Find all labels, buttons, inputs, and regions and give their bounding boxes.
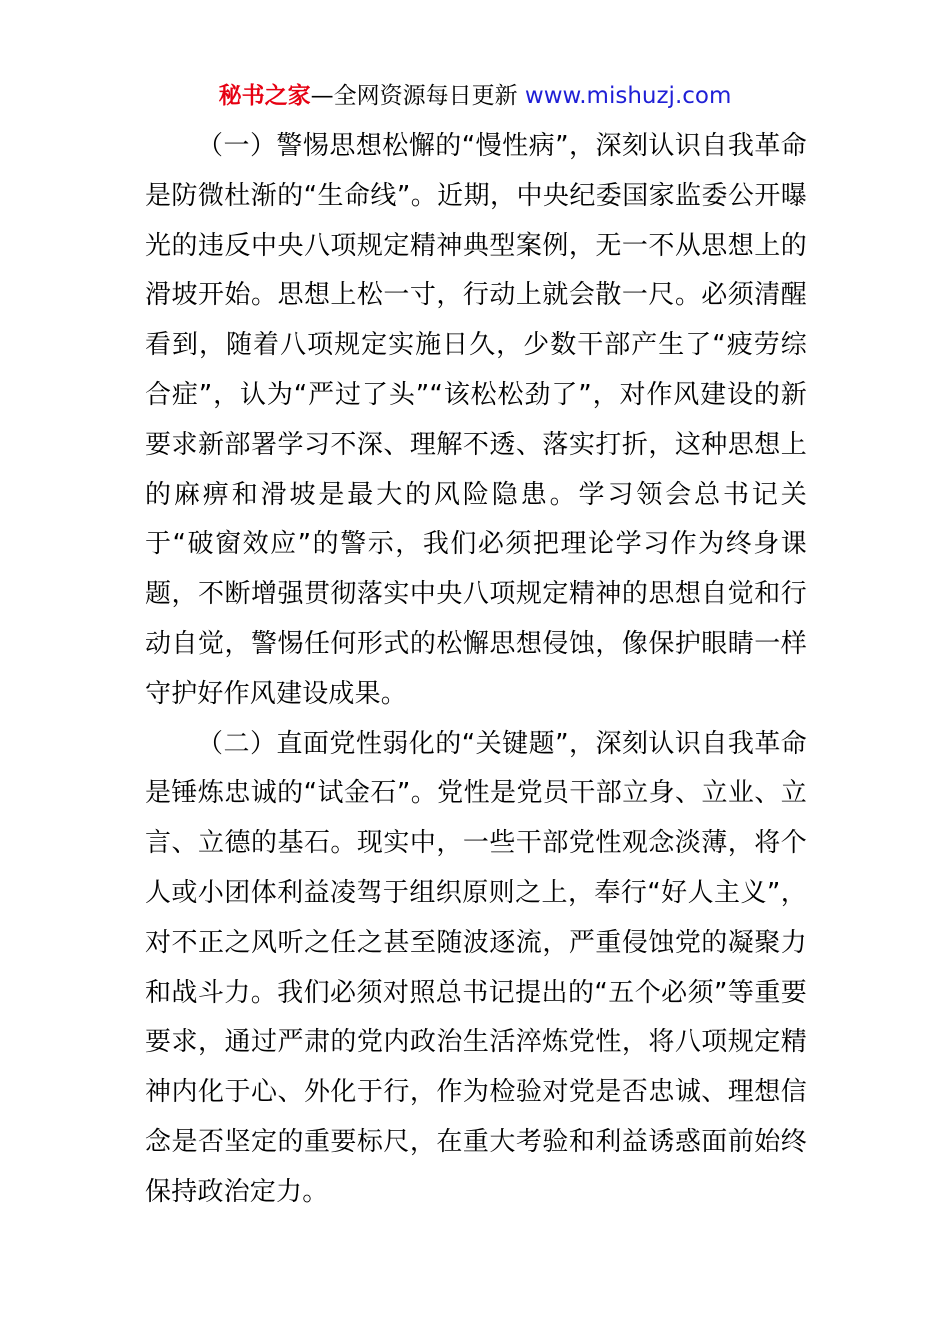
- document-body: [145, 122, 807, 1218]
- paragraph-1: （一）警惕思想松懈的“慢性病”，深刻认识自我革命是防微杜渐的“生命线”。近期，中央纪委国家监委公开曝光的违反中央八项规定精神典型案例，无一不从思想上的滑坡开始。思想上松一寸，行动上就会散一尺。必须清醒看到，随着八项规定实施日久，少数干部产生了“疲劳综合症”，认为“严过了头”“该松松劲了”，对作风建设的新要求新部署学习不深、理解不透、落实打折，这种思想上的麻痹和滑坡是最大的风险隐患。学习领会总书记关于“破窗效应”的警示，我们必须把理论学习作为终身课题，不断增强贯彻落实中央八项规定精神的思想自觉和行动自觉，警惕任何形式的松懈思想侵蚀，像保护眼睛一样守护好作风建设成果。: [145, 131, 807, 709]
- paragraph-2: （二）直面党性弱化的“关键题”，深刻认识自我革命是锤炼忠诚的“试金石”。党性是党员干部立身、立业、立言、立德的基石。现实中，一些干部党性观念淡薄，将个人或小团体利益凌驾于组织原则之上，奉行“好人主义”，对不正之风听之任之甚至随波逐流，严重侵蚀党的凝聚力和战斗力。我们必须对照总书记提出的“五个必须”等重要要求，通过严肃的党内政治生活淬炼党性，将八项规定精神内化于心、外化于行，作为检验对党是否忠诚、理想信念是否坚定的重要标尺，在重大考验和利益诱惑面前始终保持政治定力。: [145, 728, 807, 1207]
- site-header: [0, 80, 950, 112]
- header-tagline: —全网资源每日更新: [310, 83, 525, 109]
- brand-name: 秘书之家: [218, 83, 311, 109]
- site-url-link[interactable]: www.mishuzj.com: [524, 83, 732, 109]
